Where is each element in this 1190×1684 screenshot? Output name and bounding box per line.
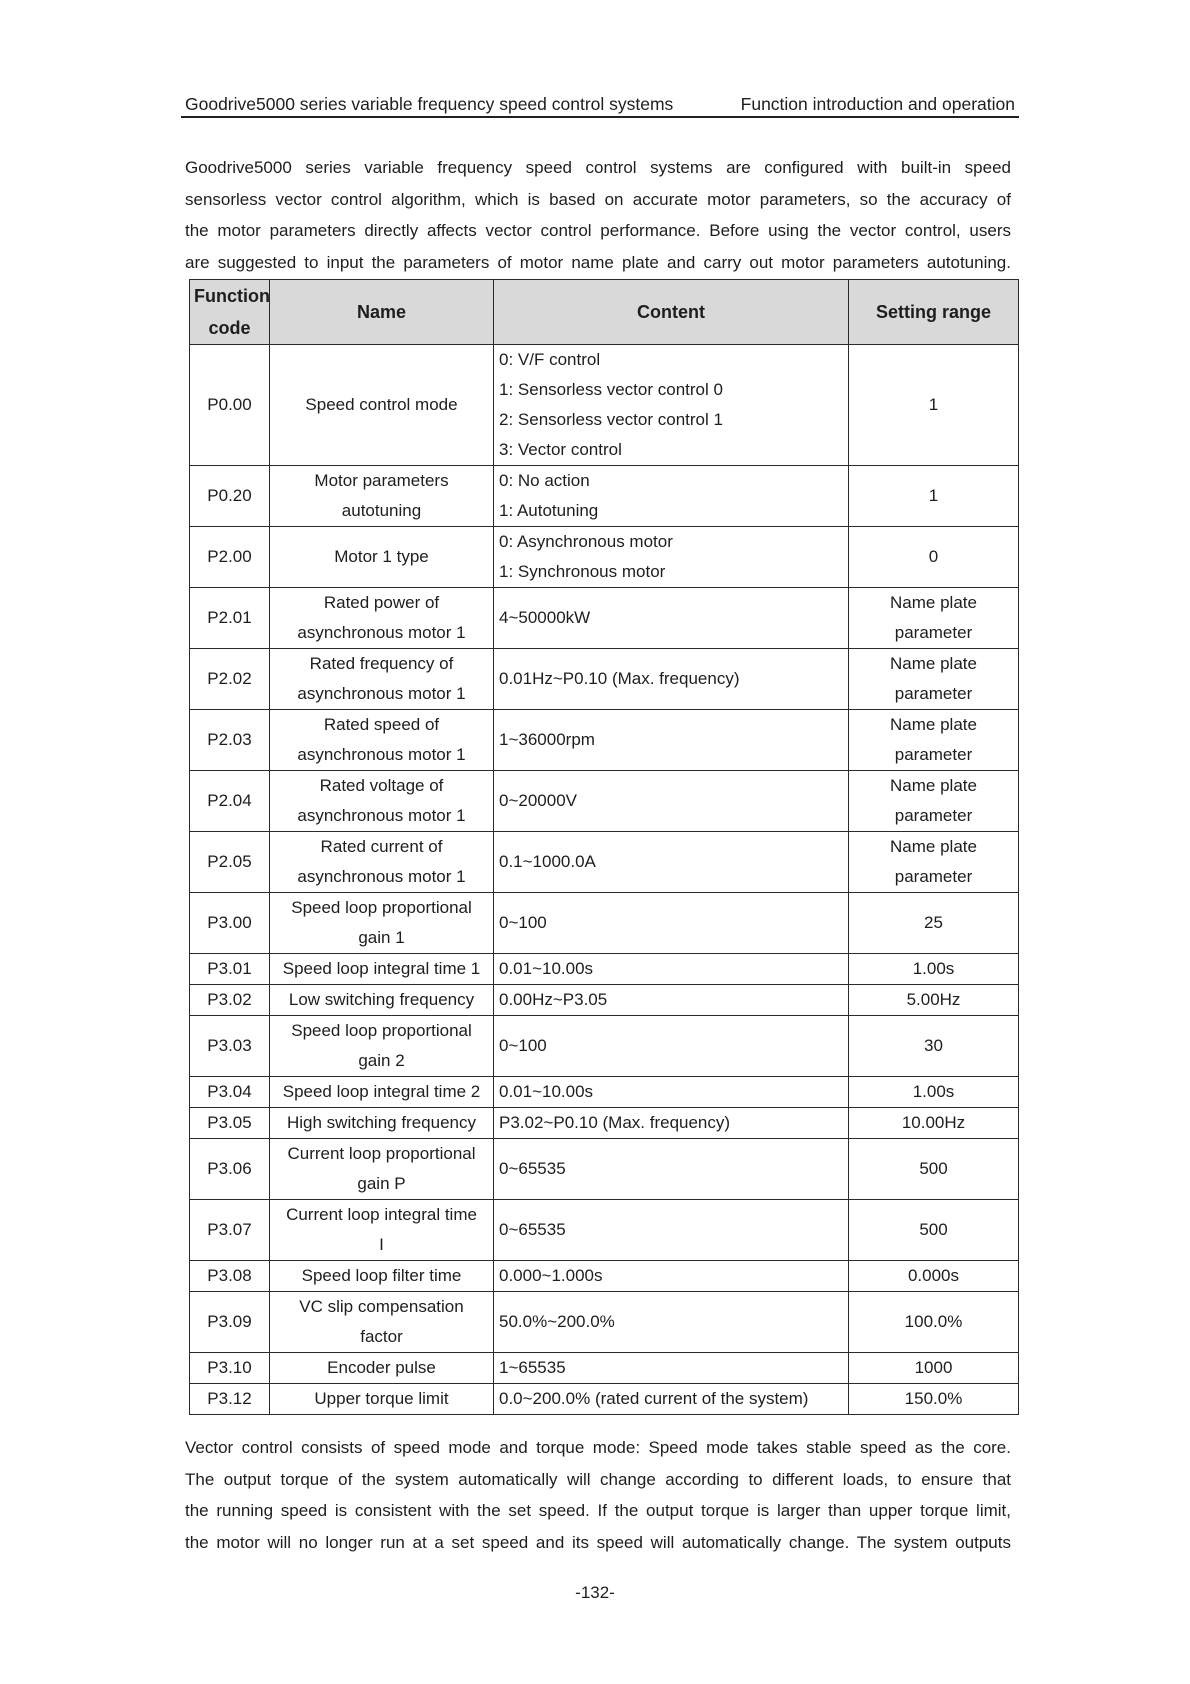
cell-content-line: 0~100 — [499, 913, 547, 932]
cell-content — [494, 1077, 849, 1108]
cell-content — [494, 1384, 849, 1415]
intro-line: sensorless vector control algorithm, which is based on accurate motor parameters, so the accuracy of — [185, 189, 1011, 209]
intro-line: are suggested to input the parameters of motor name plate and carry out motor parameters autotuning. — [185, 252, 1011, 272]
cell-content-line: 4~50000kW — [499, 608, 591, 627]
cell-content-line: 3: Vector control — [499, 440, 622, 459]
cell-name-line: Rated frequency of — [309, 654, 454, 673]
cell-name-line: Motor 1 type — [334, 547, 429, 566]
cell-content-line: 2: Sensorless vector control 1 — [499, 410, 723, 429]
header-section-title: Function introduction and operation — [740, 94, 1015, 114]
cell-function-code: P3.04 — [190, 1077, 270, 1108]
table-row — [190, 1077, 1019, 1108]
cell-content-line: 0: V/F control — [499, 350, 601, 369]
header-name: Name — [270, 280, 494, 345]
cell-content-line: 0.01Hz~P0.10 (Max. frequency) — [499, 669, 740, 688]
cell-setting-range-line: 10.00Hz — [901, 1113, 966, 1132]
cell-setting-range — [849, 954, 1019, 985]
cell-setting-range-line: 1 — [928, 395, 939, 414]
cell-setting-range-line: parameter — [894, 745, 973, 764]
cell-function-code: P3.02 — [190, 985, 270, 1016]
cell-setting-range-line: 0.000s — [907, 1266, 960, 1285]
table-row — [190, 527, 1019, 588]
cell-name-line: gain 2 — [358, 1051, 405, 1070]
table-row — [190, 985, 1019, 1016]
cell-setting-range-line: 150.0% — [904, 1389, 963, 1408]
cell-setting-range-line: 25 — [924, 913, 943, 932]
cell-setting-range — [849, 710, 1019, 771]
cell-setting-range-line: 100.0% — [904, 1312, 963, 1331]
table-row — [190, 466, 1019, 527]
cell-name-line: Speed loop integral time 1 — [282, 959, 481, 978]
cell-function-code: P3.10 — [190, 1353, 270, 1384]
cell-function-code: P3.03 — [190, 1016, 270, 1077]
cell-content — [494, 771, 849, 832]
table-row — [190, 1139, 1019, 1200]
table-row — [190, 1353, 1019, 1384]
cell-name — [270, 466, 494, 527]
header-function-code: Function code — [190, 280, 270, 345]
cell-content-line: 0~20000V — [499, 791, 577, 810]
cell-name-line: factor — [360, 1327, 403, 1346]
cell-function-code: P0.00 — [190, 345, 270, 466]
cell-name — [270, 1384, 494, 1415]
table-row — [190, 649, 1019, 710]
cell-setting-range-line: 0 — [928, 547, 939, 566]
cell-content — [494, 1292, 849, 1353]
cell-setting-range-line: 1000 — [914, 1358, 953, 1377]
cell-setting-range-line: parameter — [894, 806, 973, 825]
intro-line: Goodrive5000 series variable frequency speed control systems are configured with built-in speed — [185, 158, 1011, 177]
cell-setting-range-line: 1.00s — [912, 959, 955, 978]
cell-setting-range — [849, 893, 1019, 954]
page-header — [181, 90, 1019, 118]
cell-content — [494, 1261, 849, 1292]
cell-name-line: asynchronous motor 1 — [297, 745, 466, 764]
cell-function-code: P3.05 — [190, 1108, 270, 1139]
table-row — [190, 893, 1019, 954]
cell-setting-range — [849, 649, 1019, 710]
cell-function-code: P2.00 — [190, 527, 270, 588]
cell-function-code: P2.02 — [190, 649, 270, 710]
cell-content-line: 0: Asynchronous motor — [499, 532, 673, 551]
table-row — [190, 1108, 1019, 1139]
cell-name — [270, 832, 494, 893]
table-row — [190, 1016, 1019, 1077]
cell-name — [270, 771, 494, 832]
table-row — [190, 1292, 1019, 1353]
table-row — [190, 1261, 1019, 1292]
cell-name — [270, 985, 494, 1016]
cell-setting-range-line: Name plate — [890, 837, 977, 856]
cell-setting-range — [849, 345, 1019, 466]
cell-content-line: 0.0~200.0% (rated current of the system) — [499, 1389, 809, 1408]
cell-function-code: P2.01 — [190, 588, 270, 649]
cell-name-line: Speed loop proportional — [291, 1021, 472, 1040]
cell-content — [494, 649, 849, 710]
cell-content-line: 1: Synchronous motor — [499, 562, 666, 581]
cell-content-line: 1~65535 — [499, 1358, 566, 1377]
cell-setting-range-line: Name plate — [890, 715, 977, 734]
cell-name — [270, 954, 494, 985]
cell-content-line: 0.1~1000.0A — [499, 852, 596, 871]
page-number: -132- — [575, 1583, 615, 1602]
cell-function-code: P3.06 — [190, 1139, 270, 1200]
cell-content-line: P3.02~P0.10 (Max. frequency) — [499, 1113, 731, 1132]
cell-name — [270, 1200, 494, 1261]
cell-content-line: 1: Autotuning — [499, 501, 599, 520]
cell-name-line: Rated voltage of — [319, 776, 444, 795]
table-row — [190, 1384, 1019, 1415]
cell-name-line: I — [379, 1235, 384, 1254]
cell-name-line: Speed control mode — [305, 395, 458, 414]
cell-setting-range — [849, 1077, 1019, 1108]
cell-content-line: 1: Sensorless vector control 0 — [499, 380, 723, 399]
cell-content — [494, 985, 849, 1016]
cell-name-line: Encoder pulse — [327, 1358, 436, 1377]
function-parameter-table — [189, 279, 1019, 1415]
cell-name-line: gain P — [357, 1174, 406, 1193]
cell-setting-range — [849, 588, 1019, 649]
cell-content-line: 0: No action — [499, 471, 590, 490]
table-body — [190, 345, 1019, 1415]
cell-content — [494, 893, 849, 954]
cell-name-line: Rated current of — [320, 837, 443, 856]
cell-name-line: Rated power of — [323, 593, 440, 612]
cell-setting-range — [849, 985, 1019, 1016]
cell-function-code: P3.07 — [190, 1200, 270, 1261]
cell-setting-range — [849, 1384, 1019, 1415]
cell-setting-range — [849, 1353, 1019, 1384]
cell-setting-range-line: parameter — [894, 867, 973, 886]
cell-content — [494, 832, 849, 893]
cell-name — [270, 1108, 494, 1139]
cell-name-line: autotuning — [341, 501, 422, 520]
table-row — [190, 588, 1019, 649]
cell-setting-range-line: parameter — [894, 623, 973, 642]
header-document-title: Goodrive5000 series variable frequency speed control systems — [185, 94, 674, 114]
cell-name — [270, 1016, 494, 1077]
cell-name-line: Motor parameters — [314, 471, 449, 490]
intro-line: the motor parameters directly affects vector control performance. Before using the vector control, users — [185, 221, 1011, 240]
cell-setting-range — [849, 1292, 1019, 1353]
cell-name-line: asynchronous motor 1 — [297, 806, 466, 825]
cell-name-line: gain 1 — [358, 928, 405, 947]
cell-setting-range — [849, 1261, 1019, 1292]
table-row — [190, 1200, 1019, 1261]
cell-setting-range — [849, 1108, 1019, 1139]
cell-name — [270, 527, 494, 588]
outro-line: The output torque of the system automatically will change according to different loads, to ensure that — [185, 1469, 1011, 1489]
cell-name-line: Current loop proportional — [287, 1144, 476, 1163]
cell-setting-range-line: 5.00Hz — [906, 990, 961, 1009]
cell-function-code: P2.05 — [190, 832, 270, 893]
cell-setting-range-line: 30 — [924, 1036, 943, 1055]
table-row — [190, 771, 1019, 832]
cell-name — [270, 345, 494, 466]
cell-setting-range — [849, 1139, 1019, 1200]
outro-line: the motor will no longer run at a set speed and its speed will automatically change. The system outputs — [185, 1532, 1011, 1552]
cell-function-code: P0.20 — [190, 466, 270, 527]
cell-content — [494, 1108, 849, 1139]
cell-function-code: P3.00 — [190, 893, 270, 954]
cell-function-code: P2.03 — [190, 710, 270, 771]
cell-name — [270, 1139, 494, 1200]
cell-function-code: P3.08 — [190, 1261, 270, 1292]
cell-content — [494, 1139, 849, 1200]
outro-paragraph — [185, 1432, 1011, 1558]
cell-name — [270, 1261, 494, 1292]
header-content: Content — [494, 280, 849, 345]
cell-name — [270, 893, 494, 954]
cell-content — [494, 527, 849, 588]
table-row — [190, 710, 1019, 771]
cell-name-line: Speed loop proportional — [291, 898, 472, 917]
cell-name-line: asynchronous motor 1 — [297, 623, 466, 642]
header-setting-range: Setting range — [849, 280, 1019, 345]
cell-name-line: Low switching frequency — [288, 990, 475, 1009]
cell-name-line: Speed loop integral time 2 — [282, 1082, 481, 1101]
cell-name — [270, 1077, 494, 1108]
cell-content — [494, 588, 849, 649]
cell-name-line: asynchronous motor 1 — [297, 684, 466, 703]
cell-name — [270, 1353, 494, 1384]
table-header-row — [190, 280, 1019, 345]
cell-name-line: Upper torque limit — [314, 1389, 449, 1408]
cell-function-code: P3.12 — [190, 1384, 270, 1415]
cell-setting-range-line: 500 — [919, 1220, 948, 1239]
cell-name-line: asynchronous motor 1 — [297, 867, 466, 886]
cell-setting-range-line: 1 — [928, 486, 939, 505]
cell-setting-range — [849, 1016, 1019, 1077]
cell-name-line: Rated speed of — [323, 715, 440, 734]
cell-name-line: VC slip compensation — [299, 1297, 464, 1316]
cell-setting-range-line: Name plate — [890, 776, 977, 795]
cell-content-line: 0~65535 — [499, 1159, 566, 1178]
cell-content — [494, 954, 849, 985]
table-row — [190, 345, 1019, 466]
cell-name-line: High switching frequency — [287, 1113, 476, 1132]
cell-function-code: P2.04 — [190, 771, 270, 832]
cell-setting-range — [849, 832, 1019, 893]
cell-setting-range — [849, 771, 1019, 832]
cell-function-code: P3.09 — [190, 1292, 270, 1353]
cell-content-line: 0.01~10.00s — [499, 1082, 594, 1101]
cell-content-line: 50.0%~200.0% — [499, 1312, 615, 1331]
cell-name-line: Speed loop filter time — [301, 1266, 462, 1285]
cell-function-code: P3.01 — [190, 954, 270, 985]
cell-content-line: 0~100 — [499, 1036, 547, 1055]
cell-setting-range — [849, 527, 1019, 588]
cell-name — [270, 710, 494, 771]
cell-name-line: Current loop integral time — [286, 1205, 477, 1224]
cell-content — [494, 466, 849, 527]
outro-line: the running speed is consistent with the set speed. If the output torque is larger than upper torque limit, — [185, 1501, 1011, 1520]
cell-content-line: 0.000~1.000s — [499, 1266, 603, 1285]
cell-content-line: 1~36000rpm — [499, 730, 595, 749]
cell-content-line: 0.01~10.00s — [499, 959, 594, 978]
cell-setting-range — [849, 466, 1019, 527]
cell-setting-range-line: Name plate — [890, 593, 977, 612]
intro-paragraph — [185, 152, 1011, 278]
cell-content — [494, 710, 849, 771]
cell-setting-range-line: 1.00s — [912, 1082, 955, 1101]
cell-setting-range-line: parameter — [894, 684, 973, 703]
cell-setting-range-line: 500 — [919, 1159, 948, 1178]
cell-name — [270, 588, 494, 649]
cell-name — [270, 1292, 494, 1353]
cell-content — [494, 1200, 849, 1261]
cell-name — [270, 649, 494, 710]
cell-content — [494, 345, 849, 466]
outro-line: Vector control consists of speed mode and torque mode: Speed mode takes stable speed as the core. — [185, 1438, 1011, 1457]
cell-content — [494, 1353, 849, 1384]
cell-content — [494, 1016, 849, 1077]
table-row — [190, 832, 1019, 893]
cell-setting-range — [849, 1200, 1019, 1261]
table-row — [190, 954, 1019, 985]
cell-content-line: 0.00Hz~P3.05 — [499, 990, 608, 1009]
cell-setting-range-line: Name plate — [890, 654, 977, 673]
cell-content-line: 0~65535 — [499, 1220, 566, 1239]
